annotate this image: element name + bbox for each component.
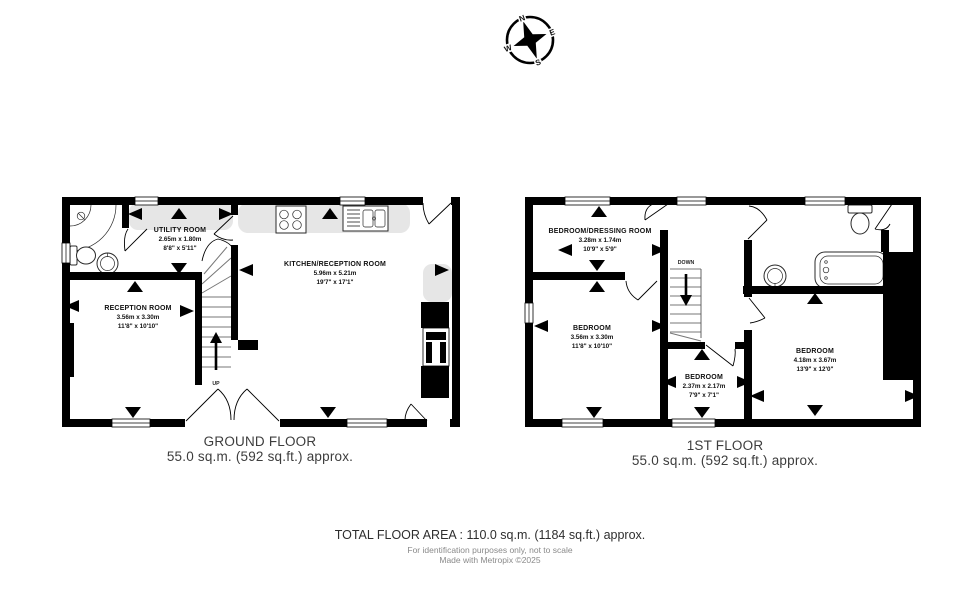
bedroom-small-imperial: 7'9" x 7'1" (689, 392, 719, 399)
reception-room-metric: 3.56m x 3.30m (116, 314, 160, 321)
stairs-down (670, 260, 701, 341)
kitchen-room-name: KITCHEN/RECEPTION ROOM (283, 261, 387, 268)
direction-arrows (65, 208, 449, 418)
bedroom-right-name: BEDROOM (796, 348, 834, 355)
bedroom-left-imperial: 11'8" x 10'10" (571, 343, 613, 350)
first-floor-title-block (520, 438, 930, 468)
bath-icon (815, 252, 887, 288)
hob-icon (276, 206, 306, 233)
compass-w: W (502, 42, 514, 55)
sink-icon (343, 206, 388, 231)
compass-n: N (517, 13, 527, 24)
stairs-up-label: UP (212, 381, 220, 387)
first-floor-plan (520, 190, 930, 440)
disclaimer-text: For identification purposes only, not to scale (407, 545, 573, 555)
basin-icon (97, 253, 118, 274)
credit-text: Made with Metropix ©2025 (439, 555, 541, 565)
shower-icon (70, 205, 116, 251)
kitchen-room-imperial: 19'7" x 17'1" (316, 279, 354, 286)
footer (0, 528, 980, 565)
basin-icon (764, 265, 786, 287)
toilet-icon (848, 205, 872, 234)
bedroom-right-metric: 4.18m x 3.67m (793, 357, 837, 364)
kitchen-room-metric: 5.96m x 5.21m (313, 270, 357, 277)
dressing-room-imperial: 10'9" x 5'9" (583, 246, 617, 253)
reception-room-imperial: 11'8" x 10'10" (117, 323, 159, 330)
ground-floor-title: GROUND FLOOR (203, 434, 317, 449)
bedroom-left-metric: 3.56m x 3.30m (570, 334, 614, 341)
utility-room-metric: 2.65m x 1.80m (158, 236, 202, 243)
total-floor-area: TOTAL FLOOR AREA : 110.0 sq.m. (1184 sq.ft.) approx. (334, 528, 646, 542)
bedroom-small-metric: 2.37m x 2.17m (682, 383, 726, 390)
fireplace (421, 302, 449, 398)
compass-e: E (548, 27, 557, 38)
stairs-down-label: DOWN (677, 260, 695, 266)
bedroom-right-imperial: 13'9" x 12'0" (796, 366, 834, 373)
bedroom-left-name: BEDROOM (573, 325, 611, 332)
ground-floor-plan (55, 190, 465, 440)
first-floor-area: 55.0 sq.m. (592 sq.ft.) approx. (631, 453, 819, 468)
toilet-icon (70, 246, 96, 265)
first-floor-title: 1ST FLOOR (686, 438, 764, 453)
dressing-room-metric: 3.28m x 1.74m (578, 237, 622, 244)
bedroom-small-name: BEDROOM (685, 374, 723, 381)
stairs-up (202, 247, 231, 387)
compass-icon (496, 6, 564, 74)
utility-room-imperial: 8'8" x 5'11" (163, 245, 197, 252)
ground-floor-area: 55.0 sq.m. (592 sq.ft.) approx. (166, 449, 354, 464)
ground-floor-title-block (55, 434, 465, 464)
compass-s: S (534, 57, 543, 68)
utility-room-name: UTILITY ROOM (153, 227, 207, 234)
reception-room-name: RECEPTION ROOM (104, 305, 172, 312)
dressing-room-name: BEDROOM/DRESSING ROOM (548, 228, 652, 235)
